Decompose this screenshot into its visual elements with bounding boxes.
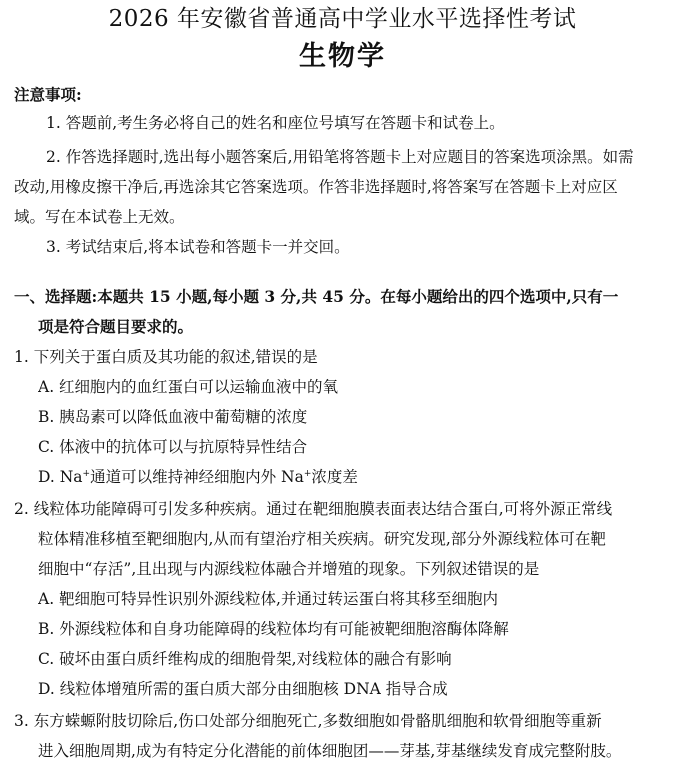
question-2-option-a: A. 靶细胞可特异性识别外源线粒体,并通过转运蛋白将其移至细胞内 — [38, 590, 498, 608]
question-2-stem: 细胞中“存活”,且出现与内源线粒体融合并增殖的现象。下列叙述错误的是 — [38, 560, 540, 578]
question-1-option-b: B. 胰岛素可以降低血液中葡萄糖的浓度 — [38, 408, 308, 426]
question-1-option-a: A. 红细胞内的血红蛋白可以运输血液中的氧 — [38, 378, 339, 396]
subject-title: 生物学 — [299, 41, 386, 72]
notice-line: 2. 作答选择题时,选出每小题答案后,用铅笔将答题卡上对应题目的答案选项涂黑。如需 — [46, 148, 634, 166]
question-2-option-c: C. 破坏由蛋白质纤维构成的细胞骨架,对线粒体的融合有影响 — [38, 650, 452, 668]
section-heading: 一、选择题:本题共 15 小题,每小题 3 分,共 45 分。在每小题给出的四个选项中,只有一 — [14, 287, 619, 306]
question-3-stem: 3. 东方蝾螈附肢切除后,伤口处部分细胞死亡,多数细胞如骨骼肌细胞和软骨细胞等重新 — [14, 712, 602, 730]
question-1-option-d: D. Na+通道可以维持神经细胞内外 Na+浓度差 — [38, 468, 358, 486]
notice-heading: 注意事项: — [14, 85, 82, 104]
question-2-option-d: D. 线粒体增殖所需的蛋白质大部分由细胞核 DNA 指导合成 — [38, 680, 448, 698]
notice-line: 改动,用橡皮擦干净后,再选涂其它答案选项。作答非选择题时,将答案写在答题卡上对应区 — [14, 178, 618, 196]
question-2-stem: 2. 线粒体功能障碍可引发多种疾病。通过在靶细胞膜表面表达结合蛋白,可将外源正常线 — [14, 500, 613, 518]
notice-line: 1. 答题前,考生务必将自己的姓名和座位号填写在答题卡和试卷上。 — [46, 114, 505, 132]
question-2-stem: 粒体精准移植至靶细胞内,从而有望治疗相关疾病。研究发现,部分外源线粒体可在靶 — [38, 530, 606, 548]
notice-line: 3. 考试结束后,将本试卷和答题卡一并交回。 — [46, 238, 350, 256]
notice-line: 域。写在本试卷上无效。 — [14, 208, 185, 226]
question-2-option-b: B. 外源线粒体和自身功能障碍的线粒体均有可能被靶细胞溶酶体降解 — [38, 620, 509, 638]
question-3-stem: 进入细胞周期,成为有特定分化潜能的前体细胞团——芽基,芽基继续发育成完整附肢。 — [38, 742, 622, 760]
question-1-option-c: C. 体液中的抗体可以与抗原特异性结合 — [38, 438, 308, 456]
question-1-stem: 1. 下列关于蛋白质及其功能的叙述,错误的是 — [14, 348, 318, 366]
exam-title: 2026 年安徽省普通高中学业水平选择性考试 — [108, 6, 577, 32]
section-heading-cont: 项是符合题目要求的。 — [38, 317, 194, 336]
